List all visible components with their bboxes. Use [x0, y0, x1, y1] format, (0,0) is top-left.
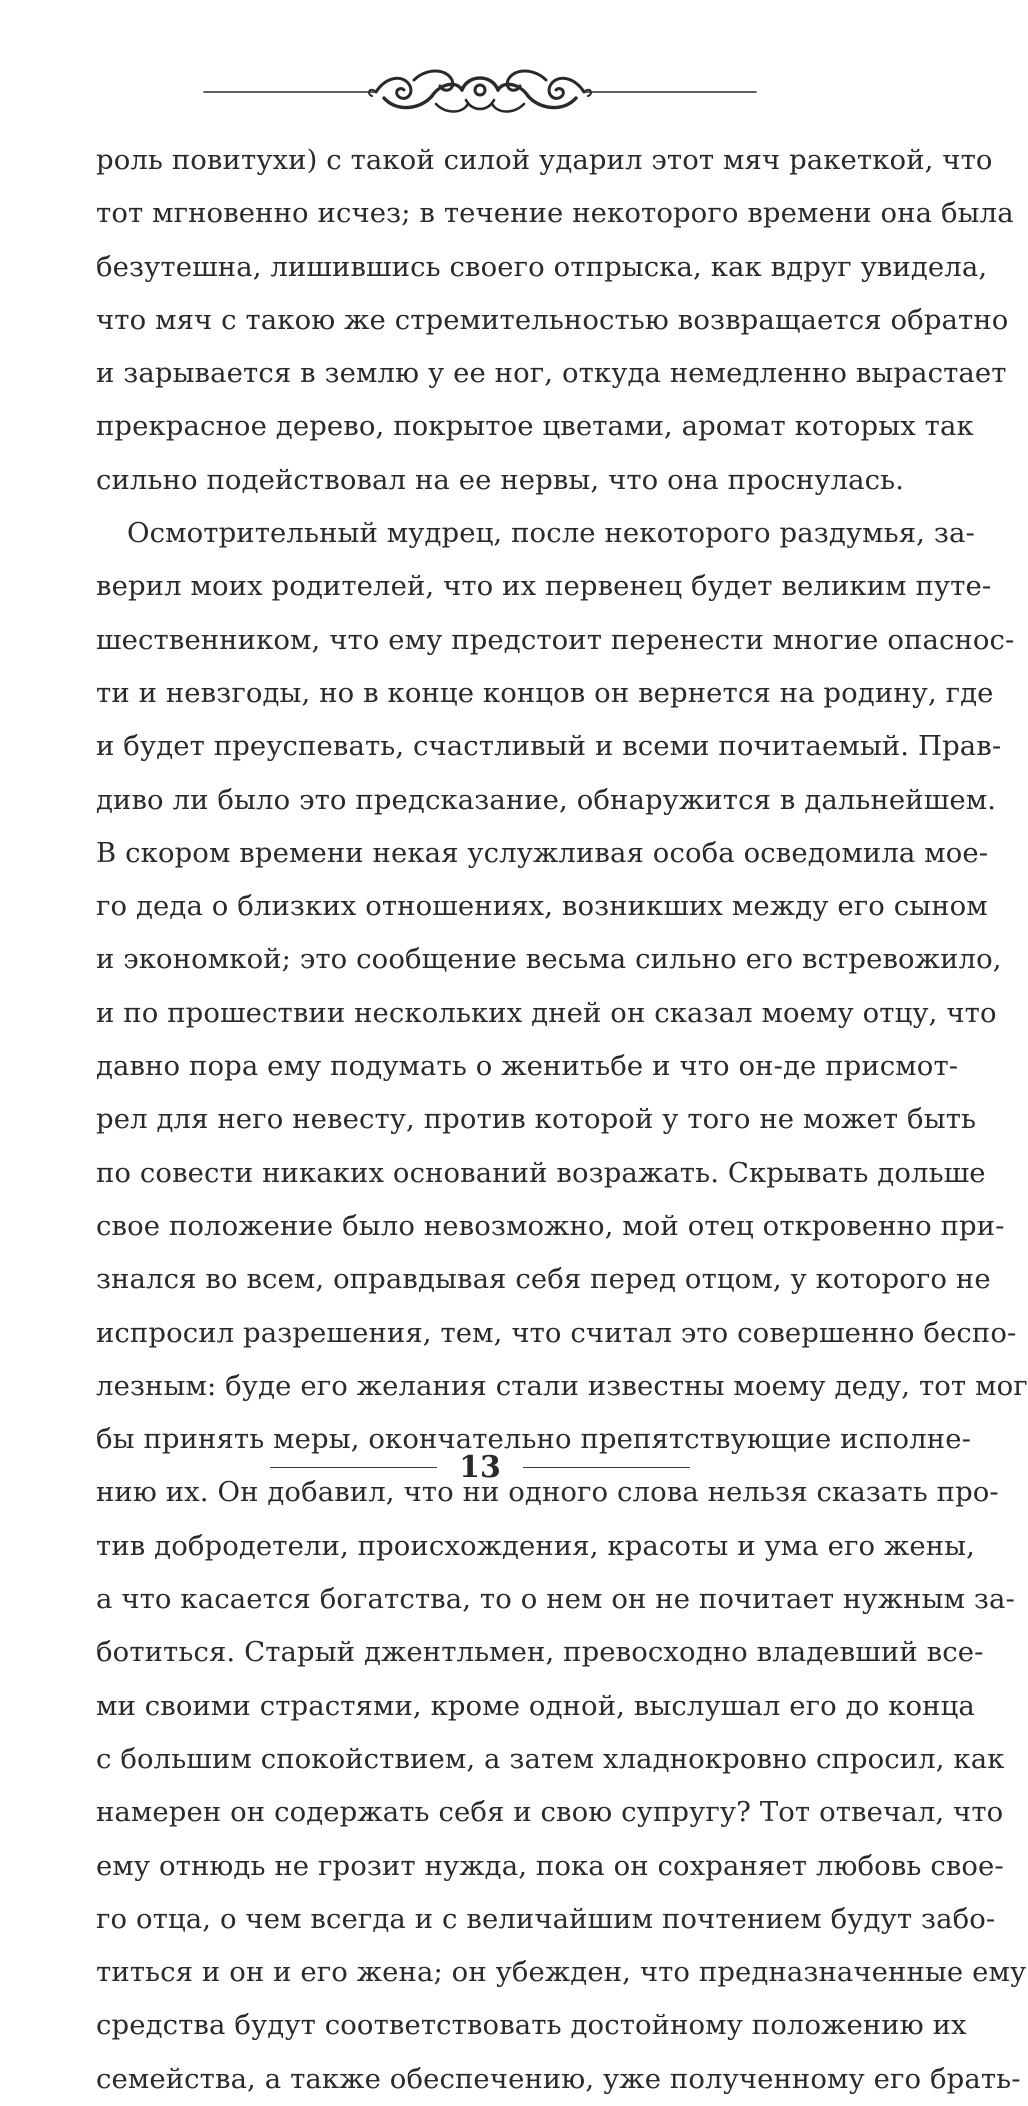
text-line: ботиться. Старый джентльмен, превосходно владевший все-	[96, 1636, 984, 1669]
text-line: и зарывается в землю у ее ног, откуда немедленно вырастает	[96, 357, 1007, 390]
text-line: рел для него невесту, против которой у того не может быть	[96, 1103, 977, 1136]
text-line: тив добродетели, происхождения, красоты и ума его жены,	[96, 1529, 976, 1562]
text-line: а что касается богатства, то о нем он не почитает нужным за-	[96, 1583, 1015, 1616]
text-line: что мяч с такою же стремительностью возвращается обратно	[96, 303, 1009, 336]
text-line: тот мгновенно исчез; в течение некоторого времени она была	[96, 197, 1014, 230]
text-line: по совести никаких оснований возражать. Скрывать дольше	[96, 1156, 986, 1189]
text-line: го отца, о чем всегда и с величайшим почтением будут забо-	[96, 1902, 996, 1935]
page-body-text	[96, 134, 1028, 2106]
text-line: го деда о близких отношениях, возникших между его сыном	[96, 890, 988, 923]
text-line: верил моих родителей, что их первенец будет великим путе-	[96, 570, 992, 603]
footer-rule-right	[523, 1467, 690, 1468]
text-line: семейства, а также обеспечению, уже полученному его брать-	[96, 2062, 1021, 2095]
footer-rule-left	[270, 1467, 437, 1468]
baroque-flourish-divider-icon	[200, 60, 760, 124]
page-footer	[270, 1442, 690, 1492]
text-line: и по прошествии нескольких дней он сказал моему отцу, что	[96, 996, 997, 1029]
text-line: и будет преуспевать, счастливый и всеми почитаемый. Прав-	[96, 730, 1002, 763]
paragraph-first-line: Осмотрительный мудрец, после некоторого раздумья, за-	[127, 517, 975, 550]
text-line: лезным: буде его желания стали известны моему деду, тот мог	[96, 1369, 1028, 1402]
text-line: прекрасное дерево, покрытое цветами, аромат которых так	[96, 410, 974, 443]
text-line: свое положение было невозможно, мой отец откровенно при-	[96, 1209, 1005, 1242]
text-line: давно пора ему подумать о женитьбе и что он-де присмот-	[96, 1050, 959, 1083]
text-line: ему отнюдь не грозит нужда, пока он сохраняет любовь свое-	[96, 1849, 1004, 1882]
text-line: и экономкой; это сообщение весьма сильно его встревожило,	[96, 943, 1002, 976]
text-line: роль повитухи) с такой силой ударил этот мяч ракеткой, что	[96, 144, 993, 176]
text-line: В скором времени некая услужливая особа осведомила мое-	[96, 836, 989, 869]
text-line: средства будут соответствовать достойному положению их	[96, 2009, 967, 2042]
text-line: ти и невзгоды, но в конце концов он вернется на родину, где	[96, 676, 994, 709]
text-line: с большим спокойствием, а затем хладнокровно спросил, как	[96, 1742, 1005, 1775]
text-line: ми своими страстями, кроме одной, выслушал его до конца	[96, 1689, 975, 1722]
text-line: шественником, что ему предстоит перенести многие опаснос-	[96, 623, 1015, 656]
text-line: титься и он и его жена; он убежден, что предназначенные ему	[96, 1956, 1027, 1989]
text-line: диво ли было это предсказание, обнаружится в дальнейшем.	[96, 783, 997, 816]
text-line: испросил разрешения, тем, что считал это совершенно беспо-	[96, 1316, 1017, 1349]
text-line: безутешна, лишившись своего отпрыска, как вдруг увидела,	[96, 250, 988, 283]
text-line: намерен он содержать себя и свою супругу? Тот отвечал, что	[96, 1796, 1004, 1829]
text-line: бы принять меры, окончательно препятствующие исполне-	[96, 1423, 971, 1456]
paragraph-last-line: сильно подействовал на ее нервы, что она проснулась.	[96, 463, 905, 496]
text-line: знался во всем, оправдывая себя перед отцом, у которого не	[96, 1263, 991, 1296]
text-line: нию их. Он добавил, что ни одного слова нельзя сказать про-	[96, 1476, 999, 1509]
page-number: 13	[459, 1449, 501, 1485]
